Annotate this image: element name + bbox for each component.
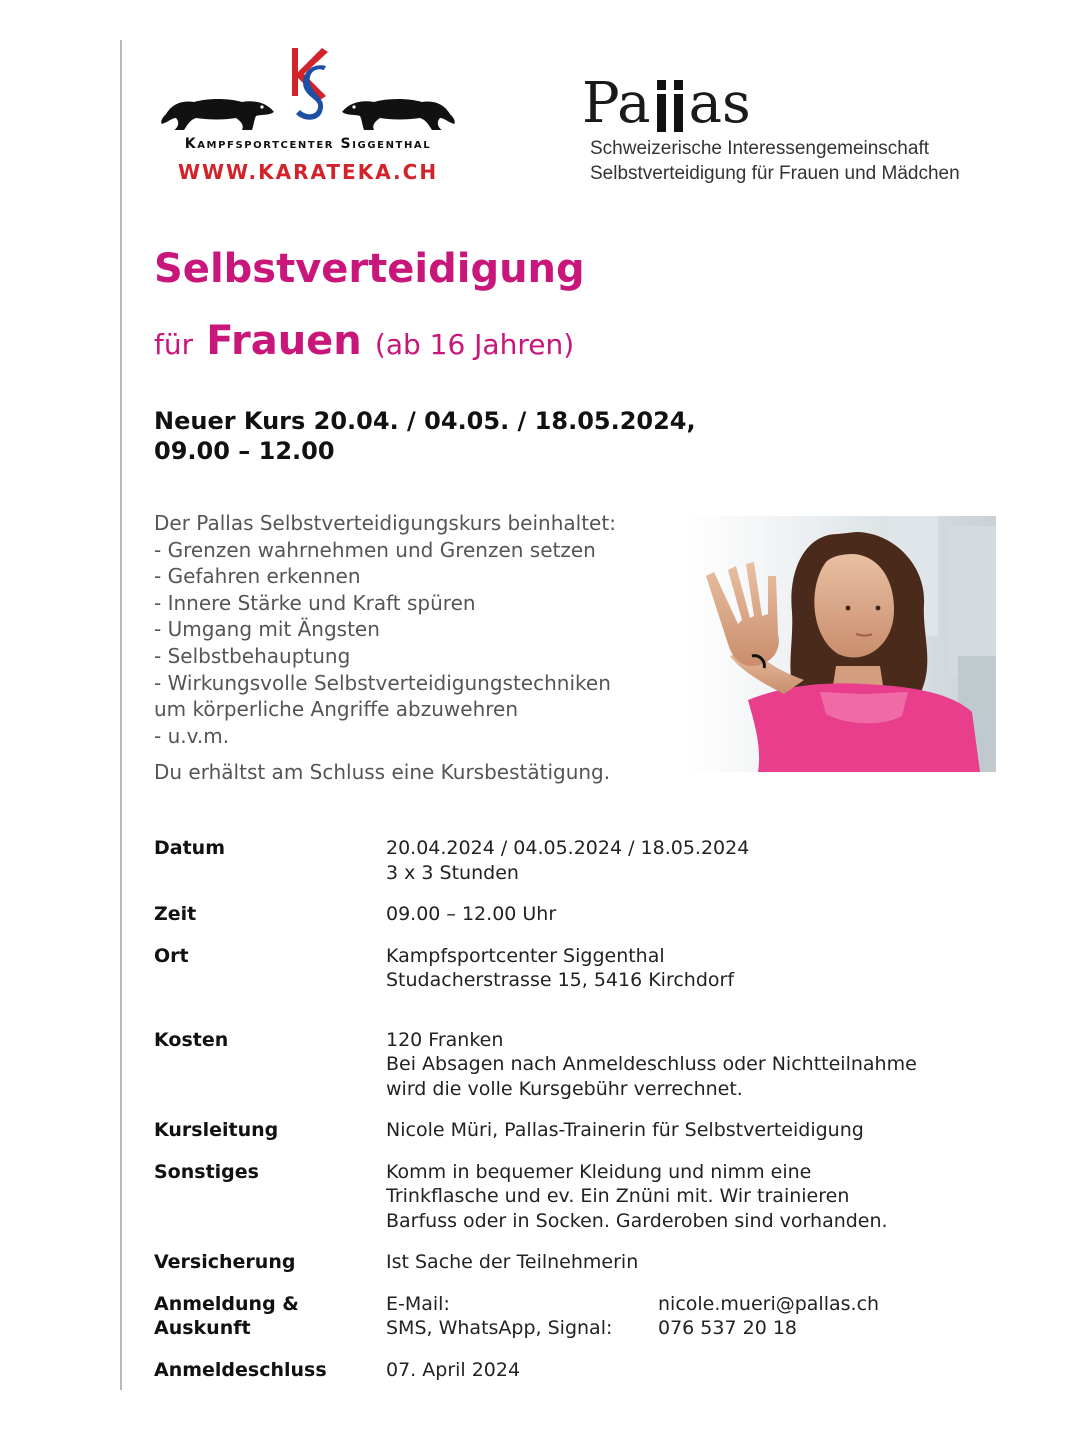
description-list — [154, 537, 674, 750]
details-row-anmeldung — [154, 1292, 1014, 1341]
details-row-kosten — [154, 1028, 1014, 1102]
datum-dates: 20.04.2024 / 04.05.2024 / 18.05.2024 — [386, 837, 750, 859]
course-dates-line1: Neuer Kurs 20.04. / 04.05. / 18.05.2024, — [154, 407, 696, 435]
details-row-datum — [154, 836, 1014, 885]
list-item: - Wirkungsvolle Selbstverteidigungstechniken — [154, 670, 611, 695]
anmeldung-contacts — [386, 1292, 879, 1341]
details-row-versicherung — [154, 1250, 1014, 1275]
list-item: - Innere Stärke und Kraft spüren — [154, 590, 476, 615]
course-description — [154, 510, 674, 786]
details-row-anmeldeschluss — [154, 1358, 1014, 1383]
kosten-note-line2: wird die volle Kursgebühr verrechnet. — [386, 1077, 743, 1100]
kursleitung-label: Kursleitung — [154, 1119, 279, 1141]
list-item: um körperliche Angriffe abzuwehren — [154, 697, 519, 722]
margin-rule — [120, 40, 122, 1390]
ort-value — [386, 944, 734, 993]
phone-number[interactable]: 076 537 20 18 — [658, 1317, 798, 1339]
sonstiges-label: Sonstiges — [154, 1160, 259, 1183]
details-row-kursleitung — [154, 1118, 1014, 1143]
list-item: - Selbstbehauptung — [154, 643, 351, 668]
kosten-label: Kosten — [154, 1028, 229, 1051]
ks-emblem-icon — [278, 44, 338, 132]
details-row-zeit — [154, 902, 1014, 927]
anmeldung-label-line2: Auskunft — [154, 1317, 251, 1339]
kosten-note-line1: Bei Absagen nach Anmeldeschluss oder Nichtteilnahme — [386, 1053, 917, 1075]
description-lead: Der Pallas Selbstverteidigungskurs beinhaltet: — [154, 511, 616, 535]
description-outro: Du erhältst am Schluss eine Kursbestätigung. — [154, 760, 611, 785]
zeit-value — [386, 902, 556, 927]
anmeldung-label-line1: Anmeldung & — [154, 1292, 299, 1315]
ort-address: Studacherstrasse 15, 5416 Kirchdorf — [386, 969, 735, 991]
versicherung-value — [386, 1250, 638, 1275]
kursleitung-text: Nicole Müri, Pallas-Trainerin für Selbstverteidigung — [386, 1119, 864, 1141]
ort-venue: Kampfsportcenter Siggenthal — [386, 944, 665, 967]
kosten-value — [386, 1028, 917, 1102]
datum-label: Datum — [154, 837, 225, 859]
list-item: - u.v.m. — [154, 723, 230, 748]
sonstiges-line3: Barfuss oder in Socken. Garderoben sind vorhanden. — [386, 1209, 888, 1232]
list-item: - Umgang mit Ängsten — [154, 617, 380, 642]
versicherung-text: Ist Sache der Teilnehmerin — [386, 1251, 639, 1273]
pallas-subtitle-line2: Selbstverteidigung für Frauen und Mädchen — [590, 163, 960, 184]
anmeldeschluss-label: Anmeldeschluss — [154, 1358, 327, 1381]
sonstiges-line1: Komm in bequemer Kleidung und nimm eine — [386, 1160, 812, 1183]
panther-right-icon — [340, 92, 458, 132]
zeit-label: Zeit — [154, 903, 197, 925]
course-dates — [154, 406, 696, 466]
karateka-logo — [158, 44, 458, 186]
pallas-wordmark-icon: Pa as — [582, 71, 751, 136]
list-item: - Grenzen wahrnehmen und Grenzen setzen — [154, 537, 596, 562]
email-link[interactable]: nicole.mueri@pallas.ch — [658, 1292, 880, 1315]
details-row-ort — [154, 944, 1014, 993]
sonstiges-value — [386, 1160, 888, 1234]
subtitle-age: (ab 16 Jahren) — [374, 328, 575, 361]
woman-photo — [688, 516, 996, 772]
karateka-website: WWW.KARATEKA.CH — [177, 160, 439, 184]
pallas-logo — [582, 72, 1002, 192]
list-item: - Gefahren erkennen — [154, 564, 361, 589]
sonstiges-line2: Trinkflasche und ev. Ein Znüni mit. Wir trainieren — [386, 1185, 850, 1207]
page-subtitle — [154, 316, 574, 374]
panther-left-icon — [158, 92, 276, 132]
anmeldeschluss-date: 07. April 2024 — [386, 1358, 521, 1381]
email-label: E-Mail: — [386, 1292, 450, 1315]
subtitle-emphasis: Frauen — [206, 318, 362, 364]
page-title: Selbstverteidigung — [154, 246, 585, 292]
versicherung-label: Versicherung — [154, 1251, 296, 1273]
phone-label: SMS, WhatsApp, Signal: — [386, 1317, 613, 1339]
zeit-text: 09.00 – 12.00 Uhr — [386, 903, 557, 925]
course-details — [154, 836, 1014, 1382]
datum-duration: 3 x 3 Stunden — [386, 861, 519, 884]
pallas-subtitle — [590, 136, 960, 186]
subtitle-prefix: für — [154, 328, 194, 361]
anmeldeschluss-value — [386, 1358, 520, 1383]
kursleitung-value — [386, 1118, 864, 1143]
details-row-sonstiges — [154, 1160, 1014, 1234]
datum-value — [386, 836, 749, 885]
course-time-line2: 09.00 – 12.00 — [154, 437, 335, 465]
pallas-subtitle-line1: Schweizerische Interessengemeinschaft — [590, 138, 930, 159]
kosten-price: 120 Franken — [386, 1028, 504, 1051]
ort-label: Ort — [154, 944, 189, 967]
karateka-name: Kampfsportcenter Siggenthal — [184, 136, 432, 152]
anmeldung-label — [154, 1292, 386, 1341]
